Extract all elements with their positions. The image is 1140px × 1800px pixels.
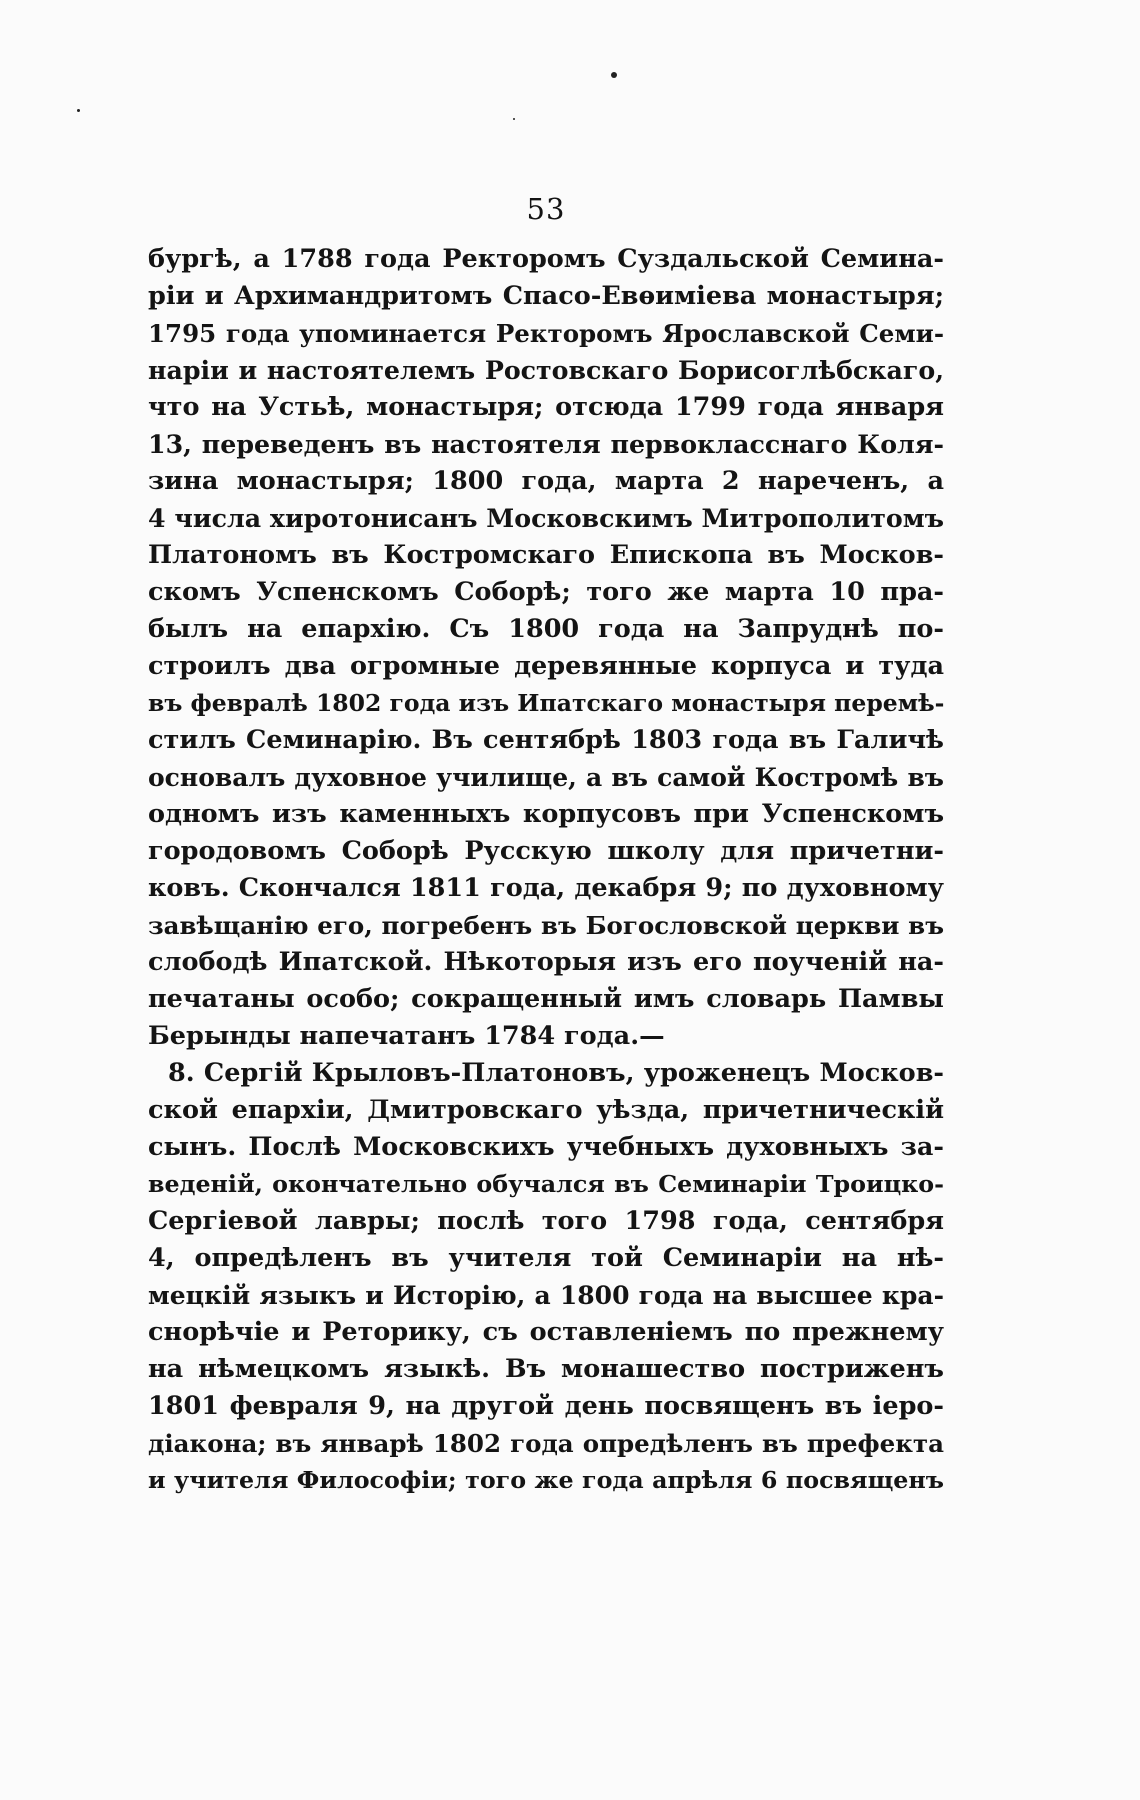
text-line: основалъ духовное училище, а въ самой Костромѣ въ xyxy=(148,763,944,792)
text-line: печатаны особо; сокращенный имъ словарь Памвы xyxy=(148,984,944,1014)
text-line: 1795 года упоминается Ректоромъ Ярославской Семи- xyxy=(148,319,944,348)
text-line: завѣщанію его, погребенъ въ Богословской церкви въ xyxy=(148,911,944,940)
text-line: Берынды напечатанъ 1784 года.— xyxy=(148,1021,665,1051)
text-line: слободѣ Ипатской. Нѣкоторыя изъ его поученій на- xyxy=(148,947,944,977)
text-line: одномъ изъ каменныхъ корпусовъ при Успенскомъ xyxy=(148,799,944,829)
scan-speck xyxy=(77,109,80,112)
text-line: сынъ. Послѣ Московскихъ учебныхъ духовныхъ за- xyxy=(148,1132,944,1162)
text-line: 1801 февраля 9, на другой день посвященъ въ іеро- xyxy=(148,1391,944,1421)
text-line: Платономъ въ Костромскаго Епископа въ Москов- xyxy=(148,540,944,570)
text-line: 8. Сергій Крыловъ-Платоновъ, уроженецъ Москов- xyxy=(168,1058,944,1088)
text-line: 4, опредѣленъ въ учителя той Семинаріи на нѣ- xyxy=(148,1243,944,1273)
text-line: на нѣмецкомъ языкѣ. Въ монашество постриженъ xyxy=(148,1354,944,1384)
text-line: ской епархіи, Дмитровскаго уѣзда, причетническій xyxy=(148,1095,944,1125)
text-line: ріи и Архимандритомъ Спасо-Евѳиміева монастыря; xyxy=(148,281,944,311)
text-line: строилъ два огромные деревянные корпуса и туда xyxy=(148,651,944,681)
text-line: веденій, окончательно обучался въ Семинаріи Троицко- xyxy=(148,1170,944,1198)
text-line: былъ на епархію. Съ 1800 года на Запруднѣ по- xyxy=(148,614,944,644)
text-line: мецкій языкъ и Исторію, а 1800 года на высшее кра- xyxy=(148,1281,944,1310)
text-line: и учителя Философіи; того же года апрѣля 6 посвященъ xyxy=(148,1466,944,1494)
text-line: городовомъ Соборѣ Русскую школу для причетни- xyxy=(148,836,944,866)
text-line: снорѣчіе и Реторику, съ оставленіемъ по прежнему xyxy=(148,1317,944,1347)
text-line: стилъ Семинарію. Въ сентябрѣ 1803 года въ Галичѣ xyxy=(148,725,944,755)
text-line: наріи и настоятелемъ Ростовскаго Борисоглѣбскаго, xyxy=(148,355,944,385)
text-line: что на Устьѣ, монастыря; отсюда 1799 года января xyxy=(148,392,944,422)
text-line: ковъ. Скончался 1811 года, декабря 9; по духовному xyxy=(148,873,944,903)
text-line: 13, переведенъ въ настоятеля первокласснаго Коля- xyxy=(148,429,944,459)
page-number: 53 xyxy=(526,192,566,226)
book-page xyxy=(148,0,944,1800)
text-line: зина монастыря; 1800 года, марта 2 нареченъ, а xyxy=(148,466,944,496)
text-line: скомъ Успенскомъ Соборѣ; того же марта 10 пра- xyxy=(148,577,944,607)
text-line: 4 числа хиротонисанъ Московскимъ Митрополитомъ xyxy=(148,503,944,533)
text-line: Сергіевой лавры; послѣ того 1798 года, сентября xyxy=(148,1206,944,1236)
text-line: въ февралѣ 1802 года изъ Ипатскаго монастыря перемѣ- xyxy=(148,689,945,717)
text-line: діакона; въ январѣ 1802 года опредѣленъ въ префекта xyxy=(148,1429,944,1458)
text-line: бургѣ, а 1788 года Ректоромъ Суздальской Семина- xyxy=(148,244,944,274)
